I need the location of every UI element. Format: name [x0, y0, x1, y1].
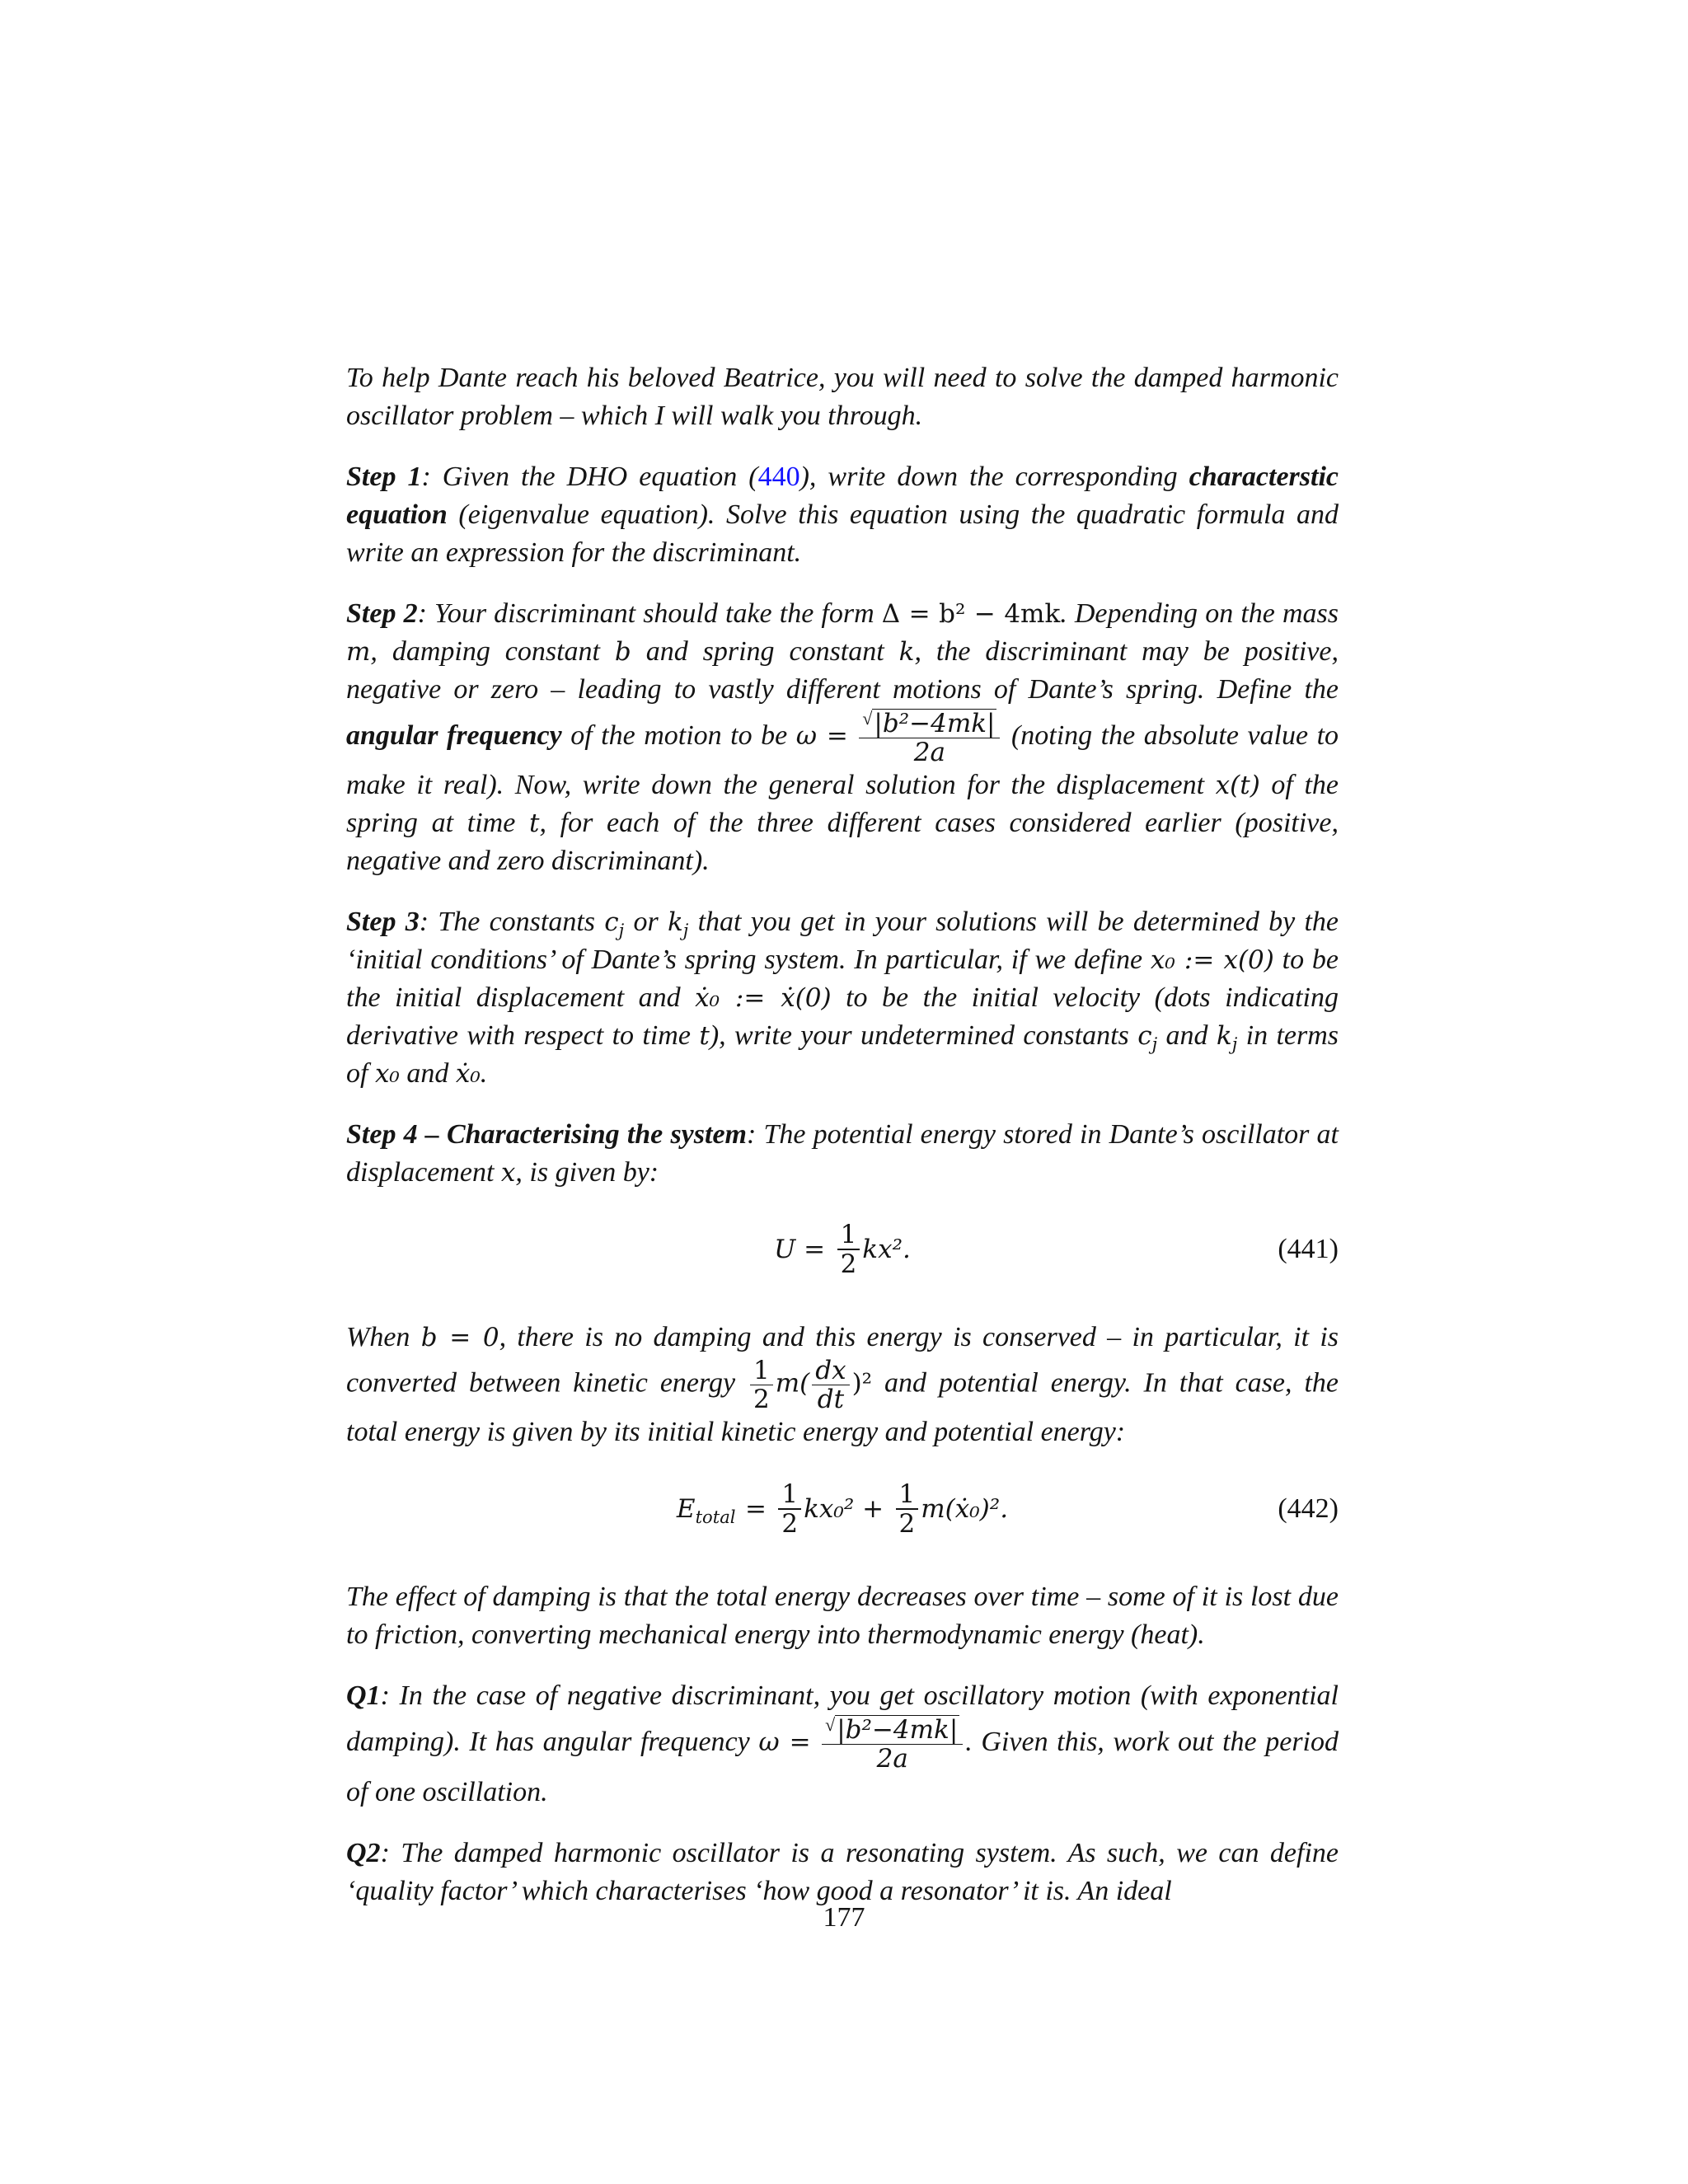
q2-label: Q2	[346, 1837, 381, 1868]
eq442-lhs: $E_{total}$	[676, 1494, 736, 1528]
ke-half-fraction: $\frac{1}{2}$	[750, 1357, 773, 1413]
q1-text: . Given this, work out the period of one oscillation.	[346, 1727, 1339, 1807]
step-4-label: Step 4 – Characterising the system	[346, 1119, 747, 1151]
step-2-text: : Your discriminant should take the form	[417, 598, 882, 629]
ke-derivative-fraction: $\frac{dx}{dt}$	[812, 1357, 849, 1413]
math-x: x	[500, 1158, 516, 1188]
step-2-text: , the discriminant may be positive, negative or zero – leading to vastly different motions of Dante’s spring. Define the	[346, 636, 1339, 705]
step-3-label: Step 3	[346, 907, 420, 938]
step-2-text: and spring constant	[631, 636, 899, 667]
text-column	[346, 359, 1339, 1933]
math-k-j: $k_j$	[1216, 1021, 1238, 1055]
math-x0-definition: x₀ := x(0)	[1150, 945, 1274, 976]
step-1-text: (eigenvalue equation). Solve this equation using the quadratic formula and write an expression for the discriminant.	[346, 499, 1339, 568]
eq441-lhs: U =	[774, 1235, 826, 1265]
discriminant-formula: Δ = b² − 4mk	[881, 599, 1061, 629]
sqrt-icon: √	[862, 708, 873, 729]
step-1-label: Step 1	[346, 462, 422, 492]
step-3-text: and	[1157, 1020, 1217, 1052]
step-4-text: , is given by:	[515, 1157, 659, 1188]
q2-paragraph	[346, 1835, 1339, 1910]
no-damping-text: and potential energy. In that case, the total energy is given by its initial kinetic energy and potential energy:	[346, 1367, 1339, 1448]
math-t: t	[699, 1021, 710, 1052]
step-2-text: of the motion to be	[561, 719, 796, 751]
sqrt-icon: √	[825, 1714, 836, 1736]
equation-number-442: (442)	[1278, 1493, 1339, 1525]
q1-text: : In the case of negative discriminant, you get oscillatory motion (with exponential damping). It has angular frequency	[346, 1680, 1339, 1758]
math-k-j: $k_j$	[667, 907, 689, 941]
q1-omega-fraction	[822, 1715, 963, 1773]
step-2-label: Step 2	[346, 598, 418, 629]
step-1-text: : Given the DHO equation (	[421, 462, 758, 492]
math-m: m	[346, 637, 371, 667]
omega-denominator: 2a	[913, 738, 946, 768]
math-c-j: $c_j$	[1137, 1021, 1158, 1055]
page-number: 177	[823, 1902, 865, 1933]
ke-close: )²	[851, 1368, 873, 1399]
eq441-rhs: kx².	[862, 1235, 911, 1265]
math-xdot0-definition: ẋ₀ := ẋ(0)	[695, 983, 832, 1014]
step-3-text: ), write your undetermined constants	[709, 1020, 1138, 1052]
q1-omega-numerator: |b²−4mk|	[837, 1715, 959, 1746]
eq442-equals: =	[744, 1494, 767, 1525]
step-3-text: : The constants	[419, 907, 605, 938]
eq442-term-1: kx₀² +	[804, 1494, 884, 1525]
q2-text: : The damped harmonic oscillator is a resonating system. As such, we can define ‘quality factor’ which characterises ‘how good a resonator’ it is. An ideal	[346, 1837, 1339, 1906]
eq442-term-2: m(ẋ₀)².	[921, 1494, 1009, 1525]
step-2-text: , damping constant	[370, 636, 615, 667]
step-1-text: ), write down the corresponding	[799, 462, 1189, 492]
step-3-text: or	[624, 907, 668, 938]
math-x0: x₀	[374, 1059, 400, 1090]
math-b: b	[614, 637, 631, 667]
step-3-paragraph	[346, 903, 1339, 1093]
step-3-text: in terms of	[346, 1020, 1339, 1090]
step-4-text: : The potential energy stored in Dante’s oscillator at displacement	[346, 1119, 1339, 1188]
step-3-text: .	[480, 1058, 488, 1090]
no-damping-paragraph	[346, 1319, 1339, 1451]
ke-m: m(	[775, 1368, 810, 1399]
step-3-text: that you get in your solutions will be determined by the ‘initial conditions’ of Dante’s spring system. In particular, if we define	[346, 907, 1339, 976]
math-k: k	[898, 637, 915, 667]
step-4-paragraph	[346, 1116, 1339, 1192]
eq442-fraction-2: $\frac{1}{2}$	[896, 1480, 919, 1538]
equation-ref-440-link[interactable]: 440	[757, 462, 800, 492]
omega-fraction	[859, 709, 1000, 766]
eq442-fraction-1: $\frac{1}{2}$	[778, 1480, 801, 1538]
omega-numerator: |b²−4mk|	[874, 709, 996, 738]
math-x-of-t: x(t)	[1215, 771, 1260, 801]
q1-label: Q1	[346, 1680, 381, 1712]
step-3-text: and	[399, 1058, 456, 1090]
q1-paragraph	[346, 1677, 1339, 1811]
step-2-text: . Depending on the mass	[1060, 598, 1339, 629]
no-damping-text: , there is no damping and this energy is conserved – in particular, it is converted between kinetic energy	[346, 1322, 1339, 1399]
no-damping-text: When	[346, 1322, 421, 1353]
equation-441	[346, 1200, 1339, 1299]
math-omega: ω =	[795, 720, 848, 751]
angular-frequency-term: angular frequency	[346, 719, 562, 751]
step-2-text: (noting the absolute value to make it real). Now, write down the general solution for the displacement	[346, 719, 1339, 801]
step-1-paragraph	[346, 458, 1339, 572]
math-c-j: $c_j$	[604, 907, 625, 941]
eq441-fraction: $\frac{1}{2}$	[837, 1221, 860, 1278]
math-t: t	[528, 808, 540, 839]
math-b-equals-zero: b = 0	[420, 1323, 499, 1353]
step-2-paragraph	[346, 595, 1339, 880]
damping-paragraph: The effect of damping is that the total energy decreases over time – some of it is lost due to friction, converting mechanical energy into thermodynamic energy (heat).	[346, 1582, 1339, 1651]
step-3-text: to be the initial displacement and	[346, 944, 1339, 1014]
step-2-text: , for each of the three different cases considered earlier (positive, negative and zero discriminant).	[346, 808, 1339, 877]
equation-442	[346, 1460, 1339, 1558]
step-2-text: of the spring at time	[346, 770, 1339, 839]
q1-omega-denominator: 2a	[876, 1744, 908, 1774]
math-xdot0: ẋ₀	[455, 1059, 481, 1090]
intro-paragraph: To help Dante reach his beloved Beatrice, you will need to solve the damped harmonic oscillator problem – which I will walk you through.	[346, 363, 1339, 431]
equation-number-441: (441)	[1278, 1234, 1339, 1265]
characteristic-equation-term: characterstic equation	[346, 462, 1339, 530]
step-3-text: to be the initial velocity (dots indicating derivative with respect to time	[346, 982, 1339, 1052]
math-omega: ω =	[758, 1727, 811, 1758]
